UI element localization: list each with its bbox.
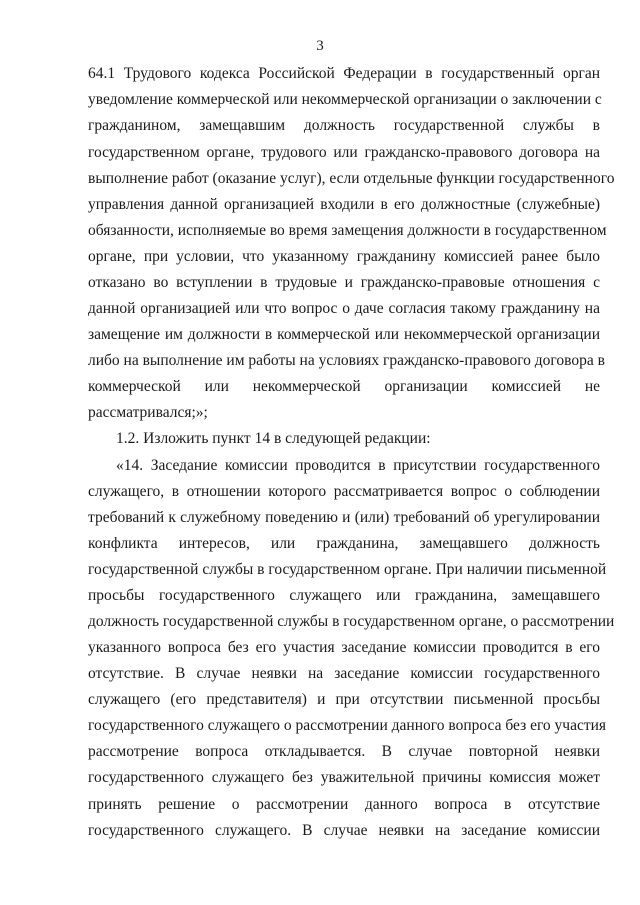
page-number: 3 [316,38,324,54]
text-line: государственном органе, трудового или гражданско-правового договора на [88,144,600,161]
text-line: рассматривался;»; [88,404,208,421]
text-line: 64.1 Трудового кодекса Российской Федерации в государственный орган [88,65,600,82]
text-line: государственного служащего без уважительной причины комиссия может [88,769,600,786]
text-line: отказано во вступлении в трудовые и гражданско-правовые отношения с [88,274,600,291]
text-line: принять решение о рассмотрении данного вопроса в отсутствие [88,796,600,813]
text-line: выполнение работ (оказание услуг), если отдельные функции государственного [88,170,615,187]
text-line: данной организацией или что вопрос о даче согласия такому гражданину на [88,300,600,317]
text-line: должность государственной службы в государственном органе, о рассмотрении [88,613,615,630]
text-line: отсутствие. В случае неявки на заседание комиссии государственного [88,665,600,682]
text-line: обязанности, исполняемые во время замещения должности в государственном [88,222,607,239]
text-line: просьбы государственного служащего или гражданина, замещавшего [88,587,600,604]
text-line: рассмотрение вопроса откладывается. В случае повторной неявки [88,743,600,760]
text-line: гражданином, замещавшим должность государственной службы в [88,117,600,134]
text-line: государственной службы в государственном органе. При наличии письменной [88,561,607,578]
text-line: служащего, в отношении которого рассматривается вопрос о соблюдении [88,483,600,500]
text-line: государственного служащего. В случае неявки на заседание комиссии [88,822,600,839]
text-line: либо на выполнение им работы на условиях гражданско-правового договора в [88,352,605,369]
text-line: «14. Заседание комиссии проводится в присутствии государственного [116,457,600,474]
text-line: требований к служебному поведению и (или) требований об урегулировании [88,509,600,526]
text-line: государственного служащего о рассмотрении данного вопроса без его участия [88,717,607,734]
text-line: служащего (его представителя) и при отсутствии письменной просьбы [88,691,600,708]
text-line: коммерческой или некоммерческой организации комиссией не [88,378,600,395]
text-line: указанного вопроса без его участия заседание комиссии проводится в его [88,639,600,656]
section-heading: 1.2. Изложить пункт 14 в следующей редакции: [116,430,431,447]
text-line: управления данной организацией входили в его должностные (служебные) [88,196,600,213]
text-line: органе, при условии, что указанному гражданину комиссией ранее было [88,248,600,265]
text-line: уведомление коммерческой или некоммерческой организации о заключении с [88,91,602,108]
text-line: замещение им должности в коммерческой или некоммерческой организации [88,326,600,343]
text-line: конфликта интересов, или гражданина, замещавшего должность [88,535,600,552]
